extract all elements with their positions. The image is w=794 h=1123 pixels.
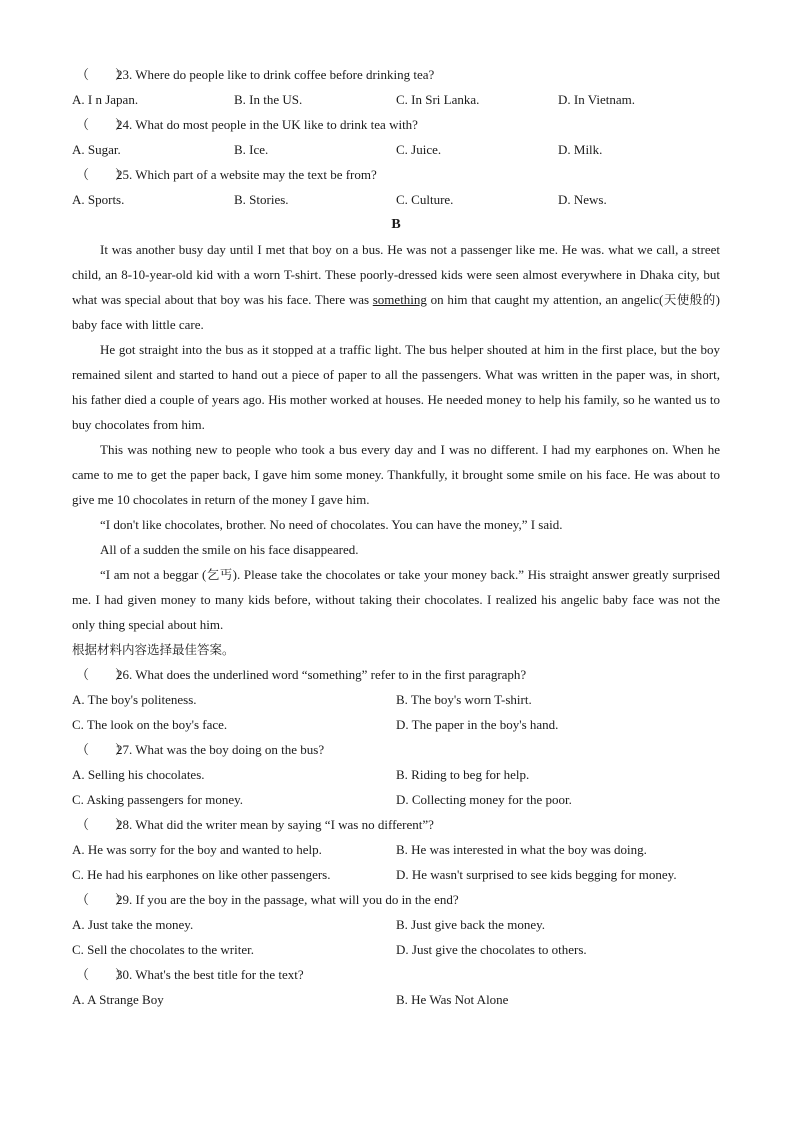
section-heading: B bbox=[391, 217, 401, 232]
question-24 bbox=[72, 112, 720, 162]
option-b[interactable]: B. Ice. bbox=[234, 142, 269, 157]
answer-blank[interactable]: （ ） bbox=[76, 967, 129, 982]
chinese-gloss: 乞丐 bbox=[206, 567, 233, 582]
exam-page bbox=[72, 62, 720, 1012]
option-b[interactable]: B. In the US. bbox=[234, 92, 303, 107]
options-row bbox=[72, 712, 720, 737]
option-a[interactable]: A. Sugar. bbox=[72, 142, 121, 157]
question-30 bbox=[72, 962, 720, 1012]
options-row bbox=[72, 987, 720, 1012]
options-row bbox=[72, 862, 720, 887]
question-26 bbox=[72, 662, 720, 737]
option-a[interactable]: A. Selling his chocolates. bbox=[72, 767, 205, 782]
option-c[interactable]: C. In Sri Lanka. bbox=[396, 92, 480, 107]
answer-blank[interactable]: （ ） bbox=[76, 667, 129, 682]
options-row bbox=[72, 87, 720, 112]
question-23 bbox=[72, 62, 720, 112]
options-row bbox=[72, 137, 720, 162]
answer-blank[interactable]: （ ） bbox=[76, 67, 129, 82]
question-28 bbox=[72, 812, 720, 887]
options-row bbox=[72, 687, 720, 712]
option-c[interactable]: C. He had his earphones on like other passengers. bbox=[72, 867, 331, 882]
option-c[interactable]: C. Sell the chocolates to the writer. bbox=[72, 942, 254, 957]
question-text: 23. Where do people like to drink coffee before drinking tea? bbox=[116, 67, 435, 82]
option-c[interactable]: C. Culture. bbox=[396, 192, 454, 207]
paragraph-2: He got straight into the bus as it stopped at a traffic light. The bus helper shouted at him in the first place, but the boy remained silent and started to hand out a piece of paper to all the passengers. What was written in the paper was, in short, his father died a couple of years ago. His mother worked at houses. He needed money to help his family, so he wanted us to buy chocolates from him. bbox=[72, 342, 720, 432]
option-a[interactable]: A. Sports. bbox=[72, 192, 125, 207]
option-d[interactable]: D. News. bbox=[558, 192, 607, 207]
paragraph-5: All of a sudden the smile on his face disappeared. bbox=[100, 542, 359, 557]
option-d[interactable]: D. The paper in the boy's hand. bbox=[396, 717, 559, 732]
option-b[interactable]: B. He was interested in what the boy was doing. bbox=[396, 842, 647, 857]
answer-blank[interactable]: （ ） bbox=[76, 117, 129, 132]
option-d[interactable]: D. Just give the chocolates to others. bbox=[396, 942, 587, 957]
question-text: 27. What was the boy doing on the bus? bbox=[116, 742, 325, 757]
question-text: 25. Which part of a website may the text be from? bbox=[116, 167, 377, 182]
question-text: 28. What did the writer mean by saying “I was no different”? bbox=[116, 817, 434, 832]
paragraph-3: This was nothing new to people who took a bus every day and I was no different. I had my earphones on. When he came to me to get the paper back, I gave him some money. Thankfully, it brought some smile on his face. He was about to give me 10 chocolates in return of the money I gave him. bbox=[72, 442, 720, 507]
options-row bbox=[72, 762, 720, 787]
option-b[interactable]: B. Stories. bbox=[234, 192, 289, 207]
options-row bbox=[72, 787, 720, 812]
option-c[interactable]: C. Juice. bbox=[396, 142, 442, 157]
option-b[interactable]: B. Just give back the money. bbox=[396, 917, 545, 932]
option-d[interactable]: D. Collecting money for the poor. bbox=[396, 792, 572, 807]
option-d[interactable]: D. Milk. bbox=[558, 142, 603, 157]
question-27 bbox=[72, 737, 720, 812]
question-25 bbox=[72, 162, 720, 212]
paragraph-6: “I am not a beggar (乞丐). Please take the chocolates or take your money back.” His straight answer greatly surprised me. I had given money to many kids before, without taking their chocolates. I realized his angelic baby face was not the only thing special about him. bbox=[72, 567, 720, 632]
option-c[interactable]: C. Asking passengers for money. bbox=[72, 792, 244, 807]
options-row bbox=[72, 912, 720, 937]
question-text: 24. What do most people in the UK like to drink tea with? bbox=[116, 117, 418, 132]
answer-blank[interactable]: （ ） bbox=[76, 817, 129, 832]
question-29 bbox=[72, 887, 720, 962]
question-text: 30. What's the best title for the text? bbox=[116, 967, 304, 982]
paragraph-4: “I don't like chocolates, brother. No need of chocolates. You can have the money,” I said. bbox=[100, 517, 563, 532]
option-d[interactable]: D. In Vietnam. bbox=[558, 92, 635, 107]
options-row bbox=[72, 837, 720, 862]
option-b[interactable]: B. Riding to beg for help. bbox=[396, 767, 530, 782]
option-a[interactable]: A. He was sorry for the boy and wanted to help. bbox=[72, 842, 322, 857]
option-b[interactable]: B. The boy's worn T-shirt. bbox=[396, 692, 532, 707]
option-a[interactable]: A. The boy's politeness. bbox=[72, 692, 197, 707]
answer-blank[interactable]: （ ） bbox=[76, 167, 129, 182]
option-a[interactable]: A. I n Japan. bbox=[72, 92, 139, 107]
chinese-gloss: 天使般的 bbox=[663, 292, 716, 307]
underlined-word: something bbox=[372, 292, 427, 307]
option-b[interactable]: B. He Was Not Alone bbox=[396, 992, 509, 1007]
answer-blank[interactable]: （ ） bbox=[76, 742, 129, 757]
option-c[interactable]: C. The look on the boy's face. bbox=[72, 717, 228, 732]
question-text: 29. If you are the boy in the passage, what will you do in the end? bbox=[116, 892, 459, 907]
option-a[interactable]: A. A Strange Boy bbox=[72, 992, 164, 1007]
options-row bbox=[72, 937, 720, 962]
option-a[interactable]: A. Just take the money. bbox=[72, 917, 194, 932]
options-row bbox=[72, 187, 720, 212]
question-text: 26. What does the underlined word “something” refer to in the first paragraph? bbox=[116, 667, 527, 682]
option-d[interactable]: D. He wasn't surprised to see kids begging for money. bbox=[396, 867, 677, 882]
answer-blank[interactable]: （ ） bbox=[76, 892, 129, 907]
paragraph-1: It was another busy day until I met that boy on a bus. He was not a passenger like me. He was. what we call, a street child, an 8-10-year-old kid with a worn T-shirt. These poorly-dressed kids were seen almost everywhere in Dhaka city, but what was special about that boy was his face. There was something on him that caught my attention, an angelic(天使般的) baby face with little care. bbox=[72, 242, 720, 332]
instruction: 根据材料内容选择最佳答案。 bbox=[72, 642, 235, 657]
passage bbox=[72, 237, 720, 637]
